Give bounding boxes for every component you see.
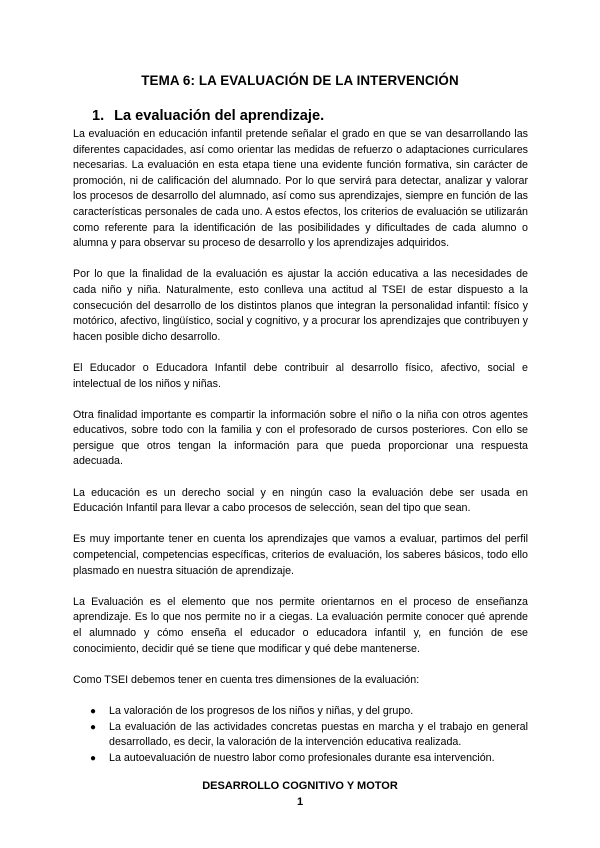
bullet-icon: ● <box>90 721 97 733</box>
list-item <box>73 751 528 767</box>
list-item <box>73 720 528 751</box>
paragraph-4: Otra finalidad importante es compartir la información sobre el niño o la niña con otros agentes educativos, sobre todo con la familia y con el profesorado de cursos posteriores. Con ello se persigue que otros tengan la información para que pueda proporcionar una respuesta adecuada. <box>73 408 528 468</box>
paragraph-7: La Evaluación es el elemento que nos permite orientarnos en el proceso de enseñanza aprendizaje. Es lo que nos permite no ir a ciegas. La evaluación permite conocer qué aprende el alumnado y cómo enseña el educador o educadora infantil y, en función de ese conocimiento, decidir qué se tiene que modificar y qué debe mantenerse. <box>73 595 528 655</box>
footer-subject: DESARROLLO COGNITIVO Y MOTOR <box>202 780 398 792</box>
page-number: 1 <box>296 796 304 808</box>
paragraph-3: El Educador o Educadora Infantil debe contribuir al desarrollo físico, afectivo, social e intelectual de los niños y niñas. <box>73 361 528 390</box>
section-number: 1. <box>92 108 105 124</box>
list-item-text: La valoración de los progresos de los niños y niñas, y del grupo. <box>109 704 414 717</box>
section-heading-text: La evaluación del aprendizaje. <box>114 108 325 124</box>
bullet-icon: ● <box>90 752 97 764</box>
document-body <box>73 127 528 766</box>
list-item-text: La autoevaluación de nuestro labor como profesionales durante esa intervención. <box>109 751 495 764</box>
document-title: TEMA 6: LA EVALUACIÓN DE LA INTERVENCIÓN <box>141 73 459 88</box>
paragraph-2: Por lo que la finalidad de la evaluación es ajustar la acción educativa a las necesidades de cada niño y niña. Naturalmente, esto conlleva una actitud al TSEI de estar dispuesto a la consecución del desarrollo de los distintos planos que integran la personalidad infantil: físico y motórico, afectivo, lingüístico, social y cognitivo, y a procurar los aprendizajes que contribuyen y hacen posible dicho desarrollo. <box>73 268 528 343</box>
dimensions-list <box>73 704 528 766</box>
paragraph-5: La educación es un derecho social y en ningún caso la evaluación debe ser usada en Educación Infantil para llevar a cabo procesos de selección, sean del tipo que sean. <box>73 486 528 515</box>
section-heading <box>92 108 324 124</box>
paragraph-1: La evaluación en educación infantil pretende señalar el grado en que se van desarrollando las diferentes capacidades, así como orientar las medidas de refuerzo o adaptaciones curriculares necesarias. La evaluación en esta etapa tiene una evidente función formativa, sin carácter de promoción, ni de calificación del alumnado. Por lo que servirá para detectar, analizar y valorar los procesos de desarrollo del alumnado, así como sus aprendizajes, siempre en función de las características personales de cada uno. A estos efectos, los criterios de evaluación se utilizarán como referente para la identificación de las posibilidades y dificultades de cada alumno o alumna y para observar su proceso de desarrollo y los aprendizajes adquiridos. <box>73 128 528 250</box>
list-item <box>73 704 528 720</box>
bullet-icon: ● <box>90 705 97 717</box>
paragraph-6: Es muy importante tener en cuenta los aprendizajes que vamos a evaluar, partimos del perfil competencial, competencias específicas, criterios de evaluación, los saberes básicos, todo ello plasmado en nuestra situación de aprendizaje. <box>73 533 528 577</box>
paragraph-8: Como TSEI debemos tener en cuenta tres dimensiones de la evaluación: <box>73 673 420 686</box>
list-item-text: La evaluación de las actividades concretas puestas en marcha y el trabajo en general desarrollado, es decir, la valoración de la intervención educativa realizada. <box>109 720 528 749</box>
